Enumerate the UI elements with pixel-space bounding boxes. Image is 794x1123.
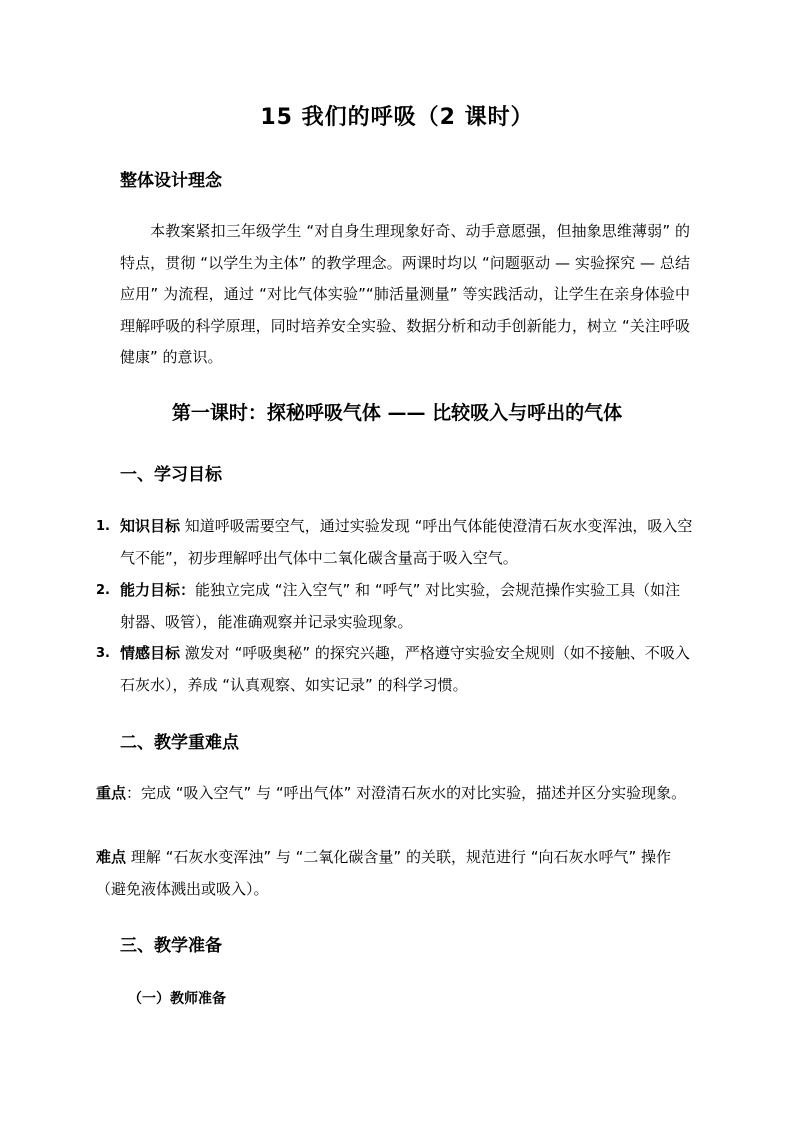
difficulty-paragraph [96, 842, 694, 905]
design-paragraph-text: 本教案紧扣三年级学生 “对自身生理现象好奇、动手意愿强，但抽象思维薄弱” 的特点，贯彻 “以学生为主体” 的教学理念。两课时均以 “问题驱动 — 实验探究 — 总结应用” 为流程，通过 “对比气体实验”“肺活量测量” 等实践活动，让学生在亲身体验中理解呼吸的科学原理，同时培养安全实验、数据分析和动手创新能力，树立 “关注呼吸健康” 的意识。 [120, 222, 690, 366]
design-heading: 整体设计理念 [120, 171, 222, 191]
difficulty-text: 理解 “石灰水变浑浊” 与 “二氧化碳含量” 的关联，规范进行 “向石灰水呼气” 操作（避免液体溅出或吸入）。 [96, 848, 672, 898]
objective-body [120, 575, 694, 638]
objective-label: 情感目标 [120, 644, 181, 662]
list-number: 1. [96, 519, 110, 534]
document-title: 15 我们的呼吸（2 课时） [260, 105, 534, 130]
objective-label: 能力目标： [120, 581, 196, 599]
lesson1-title: 第一课时：探秘呼吸气体 —— 比较吸入与呼出的气体 [171, 402, 623, 424]
objective-item-ability [96, 575, 694, 638]
objective-item-knowledge [96, 511, 694, 574]
objectives-heading: 一、学习目标 [120, 465, 222, 485]
focus-paragraph [96, 778, 694, 810]
objective-text: 激发对 “呼吸奥秘” 的探究兴趣，严格遵守实验安全规则（如不接触、不吸入石灰水），养成 “认真观察、如实记录” 的科学习惯。 [120, 644, 690, 694]
list-number: 2. [96, 583, 110, 598]
objective-text: 能独立完成 “注入空气” 和 “呼气” 对比实验，会规范操作实验工具（如注射器、吸管），能准确观察并记录实验现象。 [120, 581, 681, 631]
objective-body [120, 638, 694, 701]
design-paragraph [120, 216, 690, 374]
difficulty-label: 难点 [96, 848, 127, 866]
objective-body [120, 511, 694, 574]
key-points-heading: 二、教学重难点 [120, 733, 239, 753]
preparation-heading: 三、教学准备 [120, 936, 222, 956]
teacher-preparation-heading: （一）教师准备 [128, 991, 226, 1007]
focus-text: ：完成 “吸入空气” 与 “呼出气体” 对澄清石灰水的对比实验，描述并区分实验现象。 [126, 784, 687, 802]
list-number: 3. [96, 646, 110, 661]
objective-item-emotion [96, 638, 694, 701]
focus-label: 重点 [96, 784, 127, 802]
objective-text: 知道呼吸需要空气，通过实验发现 “呼出气体能使澄清石灰水变浑浊，吸入空气不能”，初步理解呼出气体中二氧化碳含量高于吸入空气。 [120, 517, 693, 567]
objective-label: 知识目标 [120, 517, 181, 535]
